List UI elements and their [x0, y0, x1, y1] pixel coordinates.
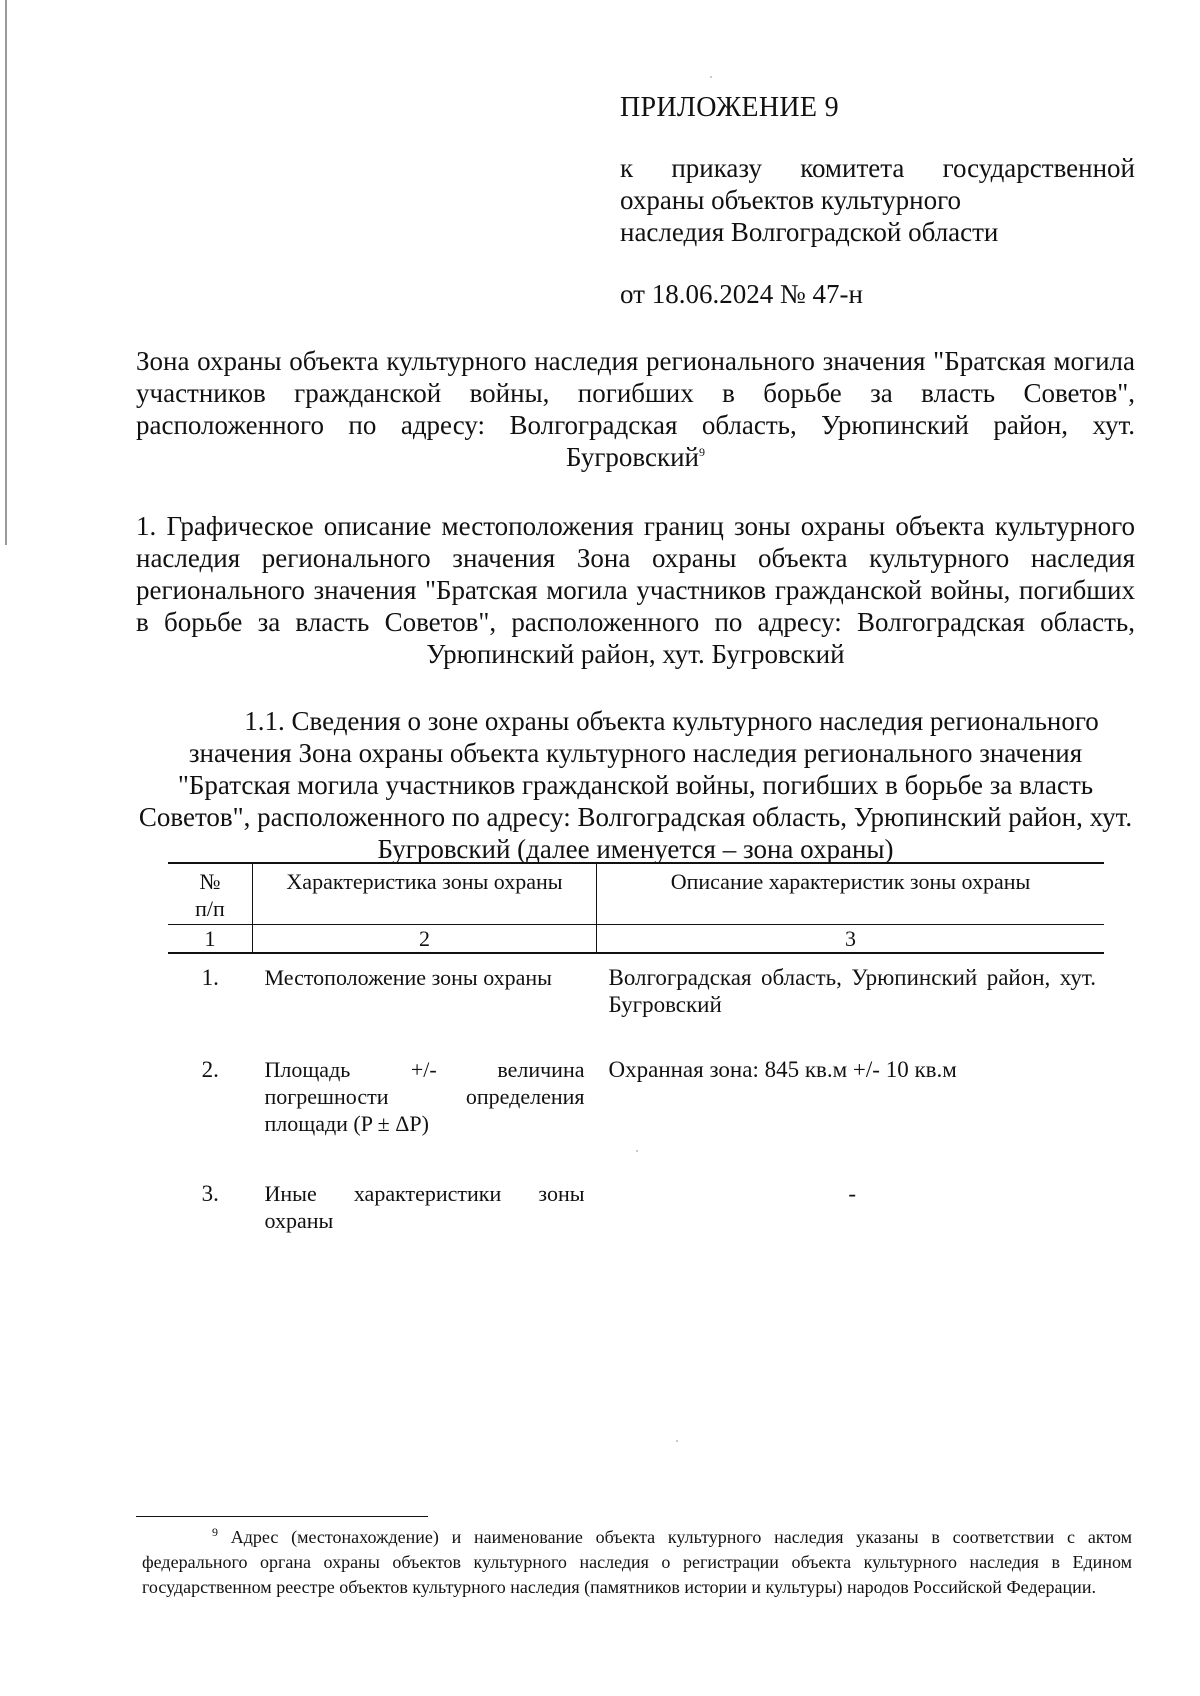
row-number: 1. [201, 965, 219, 990]
order-reference-line-3: наследия Волгоградской области [620, 217, 999, 247]
scan-speck [636, 1150, 638, 1152]
row-characteristic-line-1: Площадь +/- величина [264, 1057, 585, 1082]
scan-speck [676, 1440, 678, 1442]
row-description: Охранная зона: 845 кв.м +/- 10 кв.м [608, 1057, 957, 1082]
column-number-2: 2 [253, 925, 597, 954]
row-characteristic [253, 1046, 597, 1170]
document-title [136, 345, 1135, 473]
table-column-numbers-row [168, 925, 1104, 954]
row-description: Волгоградская область, Урюпинский район, хут. Бугровский [608, 965, 1096, 1017]
header-description: Описание характеристик зоны охраны [597, 863, 1105, 925]
footnote-text: Адрес (местонахождение) и наименование объекта культурного наследия указаны в соответствии с актом федерального органа охраны объектов культурного наследия о регистрации объекта культурного наследия в Едином государственном реестре объектов культурного наследия (памятников истории и культуры) народов Российской Федерации. [142, 1527, 1132, 1597]
row-characteristic-line-2: погрешности определения [264, 1084, 585, 1109]
zone-characteristics-table [168, 862, 1104, 1250]
order-reference [620, 152, 1135, 248]
order-reference-line-1: к приказу комитета государственной [620, 153, 1135, 183]
row-characteristic [253, 1170, 597, 1250]
footnote [142, 1525, 1132, 1600]
table-header-row [168, 863, 1104, 925]
row-number: 3. [201, 1181, 219, 1206]
footnote-mark: 9 [212, 1525, 218, 1539]
row-characteristic: Местоположение зоны охраны [264, 965, 552, 990]
header-number-line-1: № [199, 869, 221, 894]
header-number [168, 863, 253, 925]
footnote-separator [136, 1516, 428, 1517]
table-row [168, 953, 1104, 1046]
row-characteristic-line-3: площади (P ± ΔP) [264, 1111, 429, 1136]
document-title-text: Зона охраны объекта культурного наследия регионального значения "Братская могила участников гражданской войны, погибших в борьбе за власть Советов", расположенного по адресу: Волгоградская область, Урюпинский район, хут. Бугровский [136, 346, 1135, 472]
scan-edge-artifact [5, 0, 7, 545]
order-reference-line-2: охраны объектов культурного [620, 185, 961, 215]
column-number-1: 1 [168, 925, 253, 954]
row-number: 2. [201, 1057, 219, 1082]
row-characteristic-line-1: Иные характеристики зоны [264, 1181, 585, 1206]
subsection-1-1-text: 1.1. Сведения о зоне охраны объекта культурного наследия регионального значения Зона охраны объекта культурного наследия регионального значения "Братская могила участников гражданской войны, погибших в борьбе за власть Советов", расположенного по адресу: Волгоградская область, Урюпинский район, хут. Бугровский (далее именуется – зона охраны) [138, 706, 1133, 864]
column-number-3: 3 [597, 925, 1105, 954]
scan-speck [710, 76, 712, 78]
order-date: от 18.06.2024 № 47-н [620, 279, 863, 309]
row-characteristic-line-2: охраны [264, 1208, 334, 1233]
header-characteristic: Характеристика зоны охраны [253, 863, 597, 925]
header-number-line-2: п/п [195, 896, 225, 921]
row-description: - [848, 1181, 857, 1206]
footnote-reference: 9 [699, 445, 705, 459]
section-1-heading: 1. Графическое описание местоположения границ зоны охраны объекта культурного наследия регионального значения Зона охраны объекта культурного наследия регионального значения "Братская могила участников гражданской войны, погибших в борьбе за власть Советов", расположенного по адресу: Волгоградская область, Урюпинский район, хут. Бугровский [136, 511, 1135, 669]
subsection-1-1-heading [136, 705, 1135, 865]
appendix-title: ПРИЛОЖЕНИЕ 9 [620, 92, 839, 123]
table-row [168, 1170, 1104, 1250]
